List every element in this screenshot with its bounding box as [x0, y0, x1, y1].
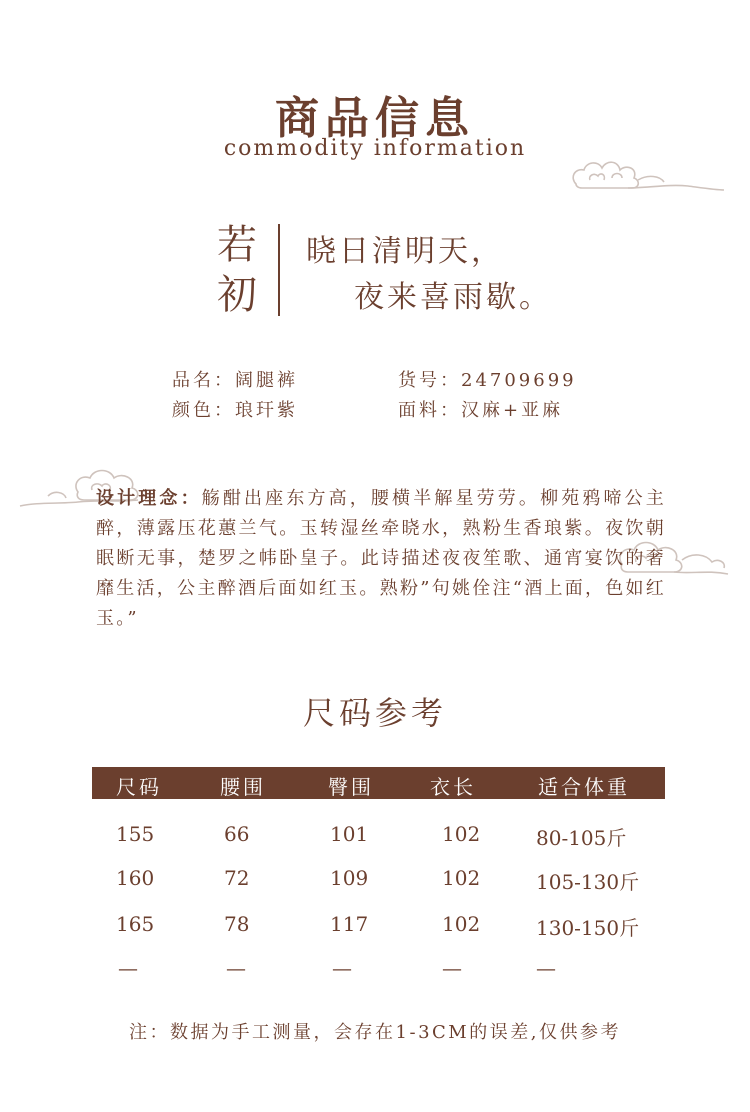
- page-title: 商品信息: [275, 93, 475, 144]
- table-cell: 160: [116, 866, 155, 890]
- product-name-value: 阔腿裤: [235, 370, 298, 391]
- table-cell: —: [442, 956, 462, 980]
- product-name: [172, 366, 298, 392]
- product-fabric-label: 面料：: [398, 400, 461, 421]
- product-name-label: 品名：: [172, 370, 235, 391]
- brand-name: [214, 220, 260, 320]
- table-cell: 66: [224, 822, 250, 846]
- table-cell: 102: [442, 866, 481, 890]
- poem-line-1: 晓日清明天，: [306, 234, 504, 269]
- product-color-value: 琅玕紫: [235, 400, 298, 421]
- table-cell: 165: [116, 912, 155, 936]
- table-cell: 78: [224, 912, 250, 936]
- divider-line: [278, 224, 280, 316]
- product-color: [172, 396, 298, 422]
- product-code-label: 货号：: [398, 370, 461, 391]
- brand-char-2: 初: [217, 272, 257, 318]
- page-subtitle: commodity information: [223, 136, 527, 161]
- design-label: 设计理念：: [96, 488, 202, 509]
- size-header-waist: 腰围: [220, 775, 266, 799]
- table-cell: 105-130斤: [536, 870, 640, 894]
- design-concept: [96, 484, 666, 634]
- table-cell: 72: [224, 866, 250, 890]
- poem-line-2: 夜来喜雨歇。: [354, 280, 552, 315]
- measurement-note: 注：数据为手工测量，会存在1-3CM的误差,仅供参考: [129, 1022, 621, 1043]
- product-code: [398, 366, 577, 392]
- table-cell: 155: [116, 822, 155, 846]
- product-color-label: 颜色：: [172, 400, 235, 421]
- size-header-weight: 适合体重: [538, 775, 630, 799]
- table-cell: 101: [330, 822, 369, 846]
- size-header-size: 尺码: [116, 775, 162, 799]
- design-text: 觞酣出座东方高，腰横半解星劳劳。柳苑鸦啼公主醉，薄露压花蕙兰气。玉转湿丝牵晓水，熟粉生香琅紫。夜饮朝眠断无事，楚罗之帏卧皇子。此诗描述夜夜笙歌、通宵宴饮的奢靡生活，公主醉酒后面如红玉。熟粉”句姚佺注“酒上面，色如红玉。”: [96, 488, 666, 629]
- table-cell: —: [536, 956, 556, 980]
- table-cell: 80-105斤: [536, 826, 627, 850]
- table-cell: 117: [330, 912, 369, 936]
- size-header-hip: 臀围: [328, 775, 374, 799]
- brand-char-1: 若: [217, 222, 257, 268]
- table-cell: 102: [442, 822, 481, 846]
- table-cell: —: [118, 956, 138, 980]
- product-fabric-value: 汉麻+亚麻: [461, 400, 564, 421]
- product-code-value: 24709699: [461, 370, 577, 391]
- table-cell: 102: [442, 912, 481, 936]
- table-cell: —: [226, 956, 246, 980]
- table-cell: —: [332, 956, 352, 980]
- product-fabric: [398, 396, 563, 422]
- size-chart-title: 尺码参考: [302, 694, 447, 732]
- table-cell: 130-150斤: [536, 916, 640, 940]
- table-cell: 109: [330, 866, 369, 890]
- size-header-length: 衣长: [430, 775, 476, 799]
- cloud-icon: [568, 150, 728, 198]
